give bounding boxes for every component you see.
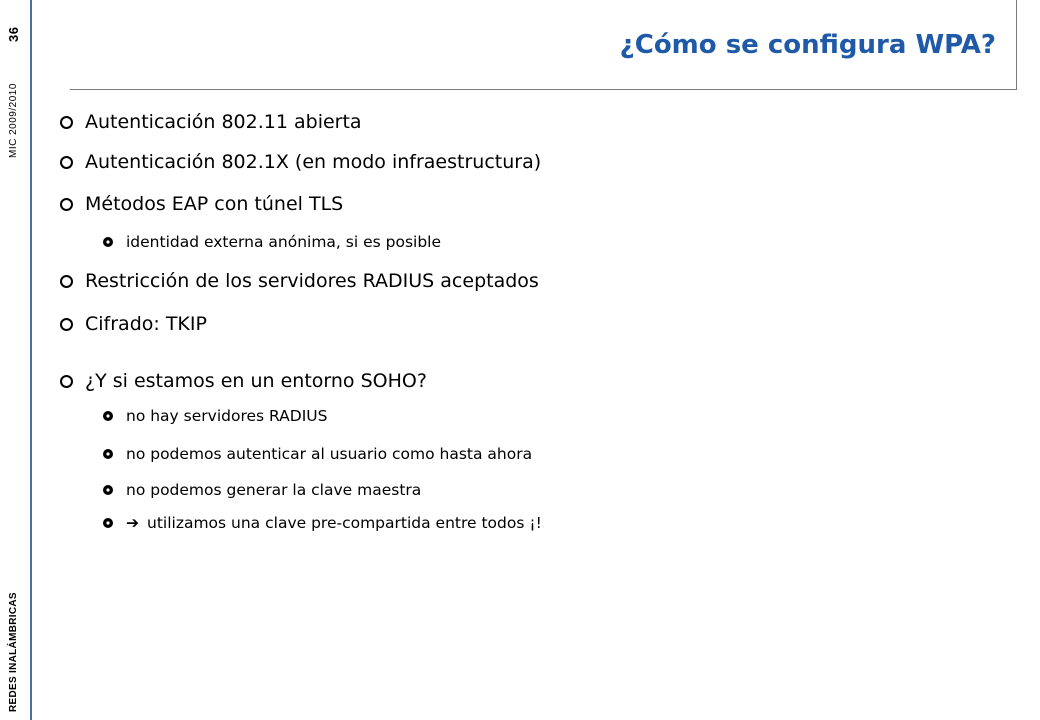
sub-bullet-text: no podemos autenticar al usuario como hasta ahora [126, 445, 533, 463]
bullet-text: Autenticación 802.11 abierta [85, 111, 362, 133]
circle-bullet-icon [60, 275, 73, 288]
right-arrow-icon: ➔ [126, 514, 139, 532]
sub-bullet-text: identidad externa anónima, si es posible [126, 233, 442, 251]
circle-bullet-icon [60, 318, 73, 331]
course-code: MIC 2009/2010 [8, 83, 19, 158]
bullet-text: Cifrado: TKIP [85, 313, 207, 335]
sub-bullet-text: utilizamos una clave pre-compartida entre todos ¡! [147, 514, 542, 532]
flower-bullet-icon [102, 410, 114, 422]
flower-bullet-icon [102, 517, 114, 529]
sub-bullet-text: no hay servidores RADIUS [126, 407, 328, 425]
sub-bullet-item [102, 514, 542, 532]
sub-bullet-item [102, 233, 441, 251]
bullet-item [60, 370, 427, 392]
bullet-item [60, 193, 343, 215]
flower-bullet-icon [102, 236, 114, 248]
bullet-item [60, 270, 539, 292]
bullet-item [60, 313, 207, 335]
bullet-text: Autenticación 802.1X (en modo infraestructura) [85, 151, 542, 173]
sub-bullet-item [102, 445, 532, 463]
circle-bullet-icon [60, 198, 73, 211]
bullet-text: ¿Y si estamos en un entorno SOHO? [85, 370, 427, 392]
course-name: REDES INALÁMBRICAS [8, 592, 19, 712]
circle-bullet-icon [60, 375, 73, 388]
bullet-item [60, 111, 362, 133]
circle-bullet-icon [60, 116, 73, 129]
sub-bullet-item [102, 481, 421, 499]
slide-number: 36 [6, 26, 21, 42]
flower-bullet-icon [102, 448, 114, 460]
flower-bullet-icon [102, 484, 114, 496]
sub-bullet-text: no podemos generar la clave maestra [126, 481, 422, 499]
bullet-text: Métodos EAP con túnel TLS [85, 193, 344, 215]
bullet-text: Restricción de los servidores RADIUS aceptados [85, 270, 539, 292]
bullet-item [60, 151, 541, 173]
sub-bullet-item [102, 407, 327, 425]
slide-title: ¿Cómo se configura WPA? [619, 30, 996, 60]
circle-bullet-icon [60, 156, 73, 169]
